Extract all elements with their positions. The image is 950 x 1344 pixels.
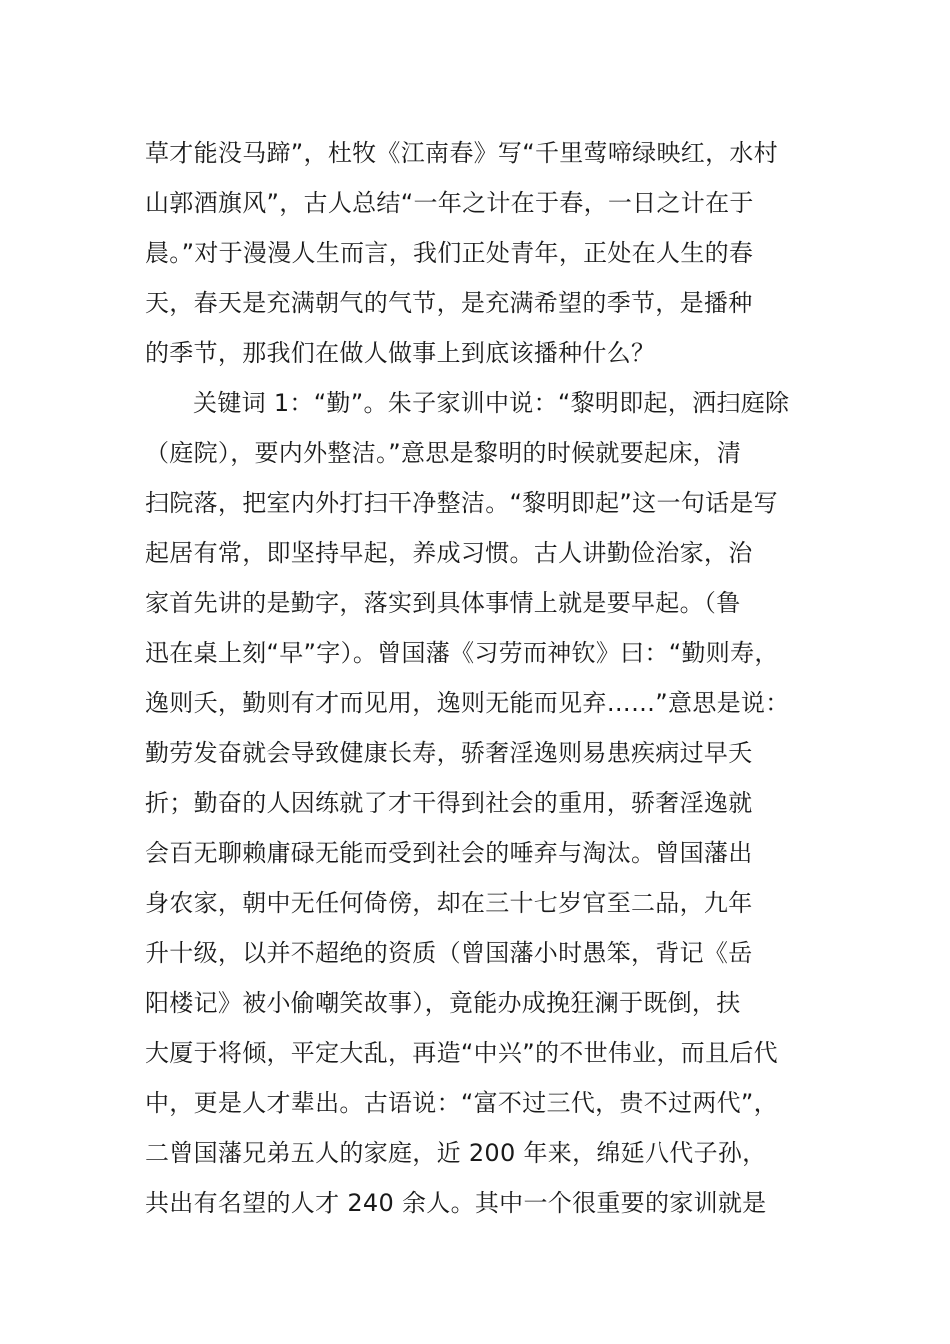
text-line-22: 共出有名望的人才 240 余人。其中一个很重要的家训就是 [145, 1189, 767, 1217]
text-line-17: 升十级，以并不超绝的资质（曾国藩小时愚笨，背记《岳 [145, 939, 753, 967]
text-line-11: 迅在桌上刻“早”字）。曾国藩《习劳而神钦》曰：“勤则寿， [145, 639, 779, 667]
text-line-15: 会百无聊赖庸碌无能而受到社会的唾弃与淘汰。曾国藩出 [145, 839, 753, 867]
text-line-13: 勤劳发奋就会导致健康长寿，骄奢淫逸则易患疾病过早夭 [145, 739, 753, 767]
text-line-14: 折；勤奋的人因练就了才干得到社会的重用，骄奢淫逸就 [145, 789, 753, 817]
text-line-2: 山郭酒旗风”，古人总结“一年之计在于春，一日之计在于 [145, 189, 754, 217]
text-line-19: 大厦于将倾，平定大乱，再造“中兴”的不世伟业，而且后代 [145, 1039, 778, 1067]
text-line-10: 家首先讲的是勤字，落实到具体事情上就是要早起。（鲁 [145, 589, 741, 617]
text-line-5: 的季节，那我们在做人做事上到底该播种什么？ [145, 339, 656, 367]
text-line-9: 起居有常，即坚持早起，养成习惯。古人讲勤俭治家，治 [145, 539, 753, 567]
text-line-8: 扫院落，把室内外打扫干净整洁。“黎明即起”这一句话是写 [145, 489, 778, 517]
text-line-3: 晨。”对于漫漫人生而言，我们正处青年，正处在人生的春 [145, 239, 754, 267]
text-line-21: 二曾国藩兄弟五人的家庭，近 200 年来，绵延八代子孙， [145, 1139, 767, 1167]
text-line-4: 天，春天是充满朝气的气节，是充满希望的季节，是播种 [145, 289, 753, 317]
text-line-16: 身农家，朝中无任何倚傍，却在三十七岁官至二品，九年 [145, 889, 753, 917]
text-line-12: 逸则夭，勤则有才而见用，逸则无能而见弃……”意思是说： [145, 689, 790, 717]
text-line-1: 草才能没马蹄”，杜牧《江南春》写“千里莺啼绿映红，水村 [145, 139, 778, 167]
text-line-18: 阳楼记》被小偷嘲笑故事），竟能办成挽狂澜于既倒，扶 [145, 989, 741, 1017]
body-text [145, 128, 845, 1228]
text-line-6: 关键词 1：“勤”。朱子家训中说：“黎明即起，洒扫庭除 [193, 389, 790, 417]
text-line-7: （庭院），要内外整洁。”意思是黎明的时候就要起床，清 [145, 439, 742, 467]
text-line-20: 中，更是人才辈出。古语说：“富不过三代，贵不过两代”， [145, 1089, 778, 1117]
